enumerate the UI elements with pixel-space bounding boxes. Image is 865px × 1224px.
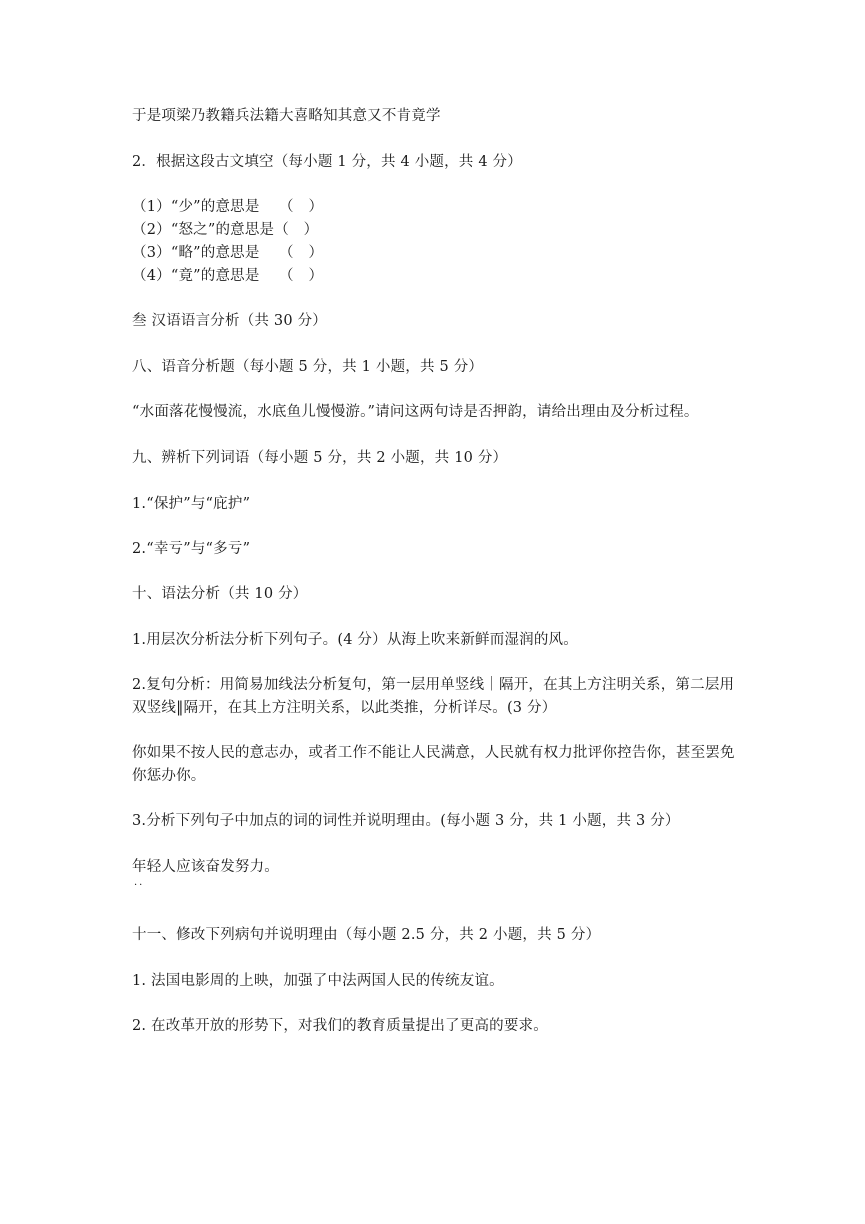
- question-9-title: 九、辨析下列词语（每小题 5 分，共 2 小题，共 10 分）: [132, 450, 508, 466]
- question-10-item-3: 3.分析下列句子中加点的词的词性并说明理由。(每小题 3 分，共 1 小题，共 3 分）: [132, 813, 680, 829]
- question-10-item-1: 1.用层次分析法分析下列句子。(4 分）从海上吹来新鲜而湿润的风。: [132, 632, 578, 648]
- fill-blank-2: （2）“怒之”的意思是（ ）: [132, 222, 319, 238]
- question-8-title: 八、语音分析题（每小题 5 分，共 1 小题，共 5 分）: [132, 359, 484, 375]
- question-11-item-2: 2. 在改革开放的形势下，对我们的教育质量提出了更高的要求。: [132, 1018, 548, 1034]
- emphasis-dots: ··: [134, 880, 145, 891]
- section-3-heading: 叁 汉语语言分析（共 30 分）: [132, 313, 327, 329]
- question-2-title: 2．根据这段古文填空（每小题 1 分，共 4 小题，共 4 分）: [132, 154, 522, 170]
- question-8-text: “水面落花慢慢流，水底鱼儿慢慢游。”请问这两句诗是否押韵，请给出理由及分析过程。: [132, 404, 699, 420]
- classical-text-line: 于是项梁乃教籍兵法籍大喜略知其意又不肯竟学: [132, 108, 441, 124]
- question-9-item-2: 2.“幸亏”与“多亏”: [132, 541, 251, 557]
- question-10-title: 十、语法分析（共 10 分）: [132, 586, 308, 602]
- question-9-item-1: 1.“保护”与“庇护”: [132, 496, 251, 512]
- fill-blank-4: （4）“竟”的意思是 （ ）: [132, 268, 324, 284]
- question-10-item-2-sentence: 你如果不按人民的意志办，或者工作不能让人民满意，人民就有权力批评你控告你，甚至罢免你惩办你。: [132, 745, 735, 784]
- question-11-title: 十一、修改下列病句并说明理由（每小题 2.5 分，共 2 小题，共 5 分）: [132, 927, 601, 943]
- question-10-item-3-sentence: 年轻人应该奋发努力。: [132, 859, 279, 875]
- fill-blank-1: （1）“少”的意思是 （ ）: [132, 199, 324, 215]
- fill-blank-3: （3）“略”的意思是 （ ）: [132, 245, 324, 261]
- question-10-item-2: 2.复句分析：用简易加线法分析复句，第一层用单竖线｜隔开，在其上方注明关系，第二层用双竖线‖隔开，在其上方注明关系，以此类推，分析详尽。(3 分）: [132, 677, 735, 716]
- question-11-item-1: 1. 法国电影周的上映，加强了中法两国人民的传统友谊。: [132, 973, 504, 989]
